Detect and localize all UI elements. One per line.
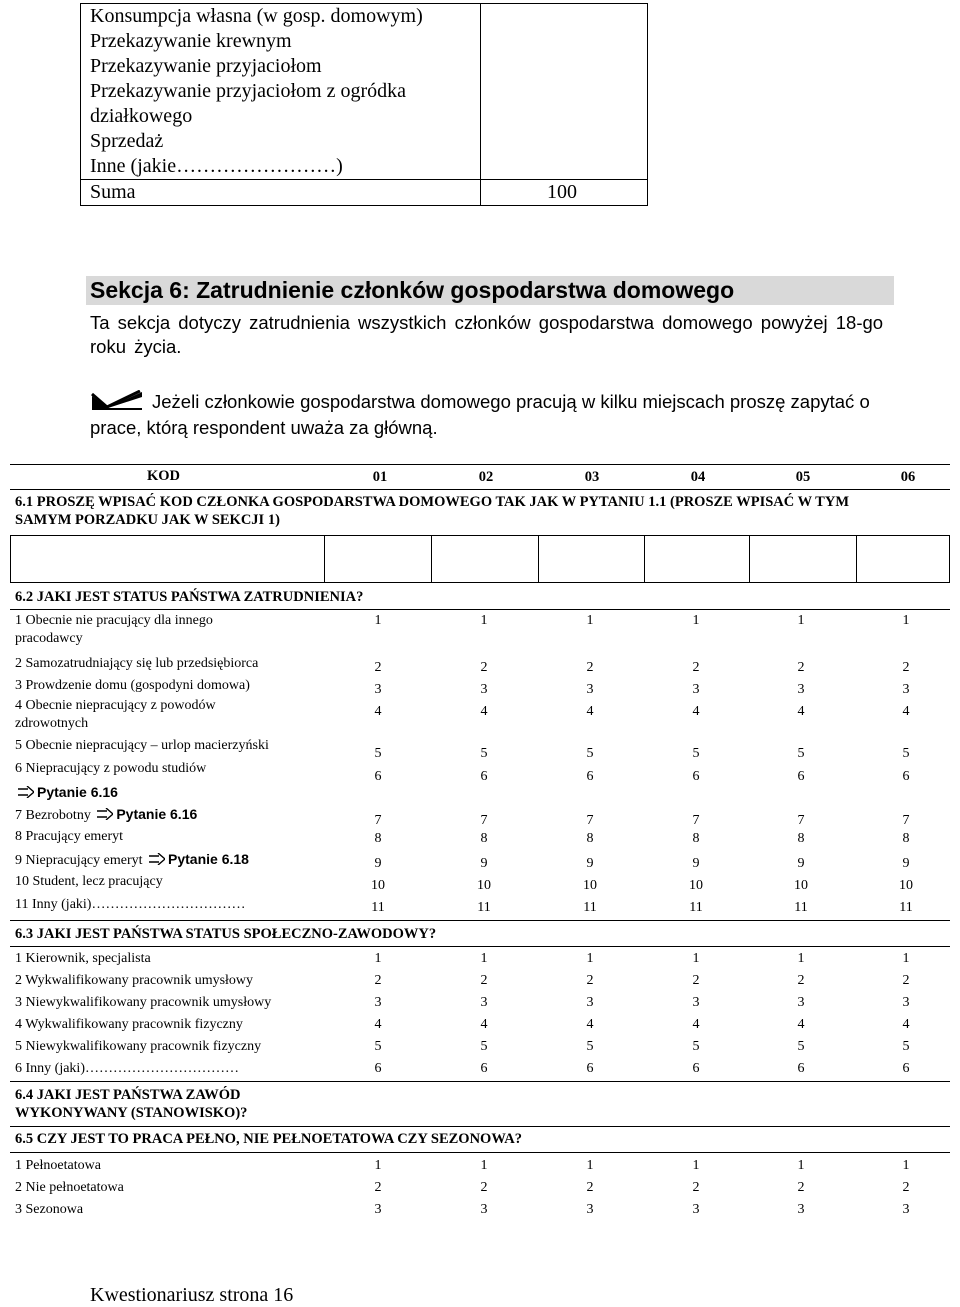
question-6-1-continued: SAMYM PORZADKU JAK W SEKCJI 1)	[15, 512, 280, 528]
answer-code[interactable]: 3	[797, 1202, 805, 1217]
answer-code[interactable]: 6	[692, 1061, 700, 1076]
answer-code[interactable]: 3	[586, 1202, 594, 1217]
section-description: Ta sekcja dotyczy zatrudnienia wszystkich członków gospodarstwa domowego powyżej 18-go roku życia.	[90, 312, 884, 357]
answer-code[interactable]: 1	[797, 951, 805, 966]
answer-code[interactable]: 3	[692, 682, 700, 697]
answer-code[interactable]: 1	[797, 1158, 805, 1173]
socio-status-option: 1 Kierownik, specjalista	[15, 951, 151, 966]
answer-code[interactable]: 2	[586, 973, 594, 988]
answer-code[interactable]: 4	[692, 1017, 700, 1032]
divider	[10, 582, 950, 583]
answer-code[interactable]: 3	[797, 995, 805, 1010]
work-type-option: 1 Pełnoetatowa	[15, 1158, 101, 1173]
socio-status-option: 3 Niewykwalifikowany pracownik umysłowy	[15, 995, 272, 1010]
answer-code[interactable]: 1	[692, 1158, 700, 1173]
answer-code[interactable]: 2	[480, 1180, 488, 1195]
disposal-row-label: Przekazywanie krewnym	[90, 30, 292, 52]
option-label: 1 Obecnie nie pracujący dla innego	[15, 613, 213, 628]
divider	[10, 1126, 950, 1127]
answer-code[interactable]: 3	[374, 995, 382, 1010]
answer-code[interactable]: 2	[586, 1180, 594, 1195]
socio-status-option: 5 Niewykwalifikowany pracownik fizyczny	[15, 1039, 262, 1054]
answer-code[interactable]: 6	[374, 769, 382, 784]
skip-instruction-line	[15, 783, 325, 803]
answer-code[interactable]: 6	[586, 769, 594, 784]
question-6-1: 6.1 PROSZĘ WPISAĆ KOD CZŁONKA GOSPODARSTWA DOMOWEGO TAK JAK W PYTANIU 1.1 (PROSZE WPISAĆ W TYM	[15, 494, 850, 510]
work-type-option: 3 Sezonowa	[15, 1202, 84, 1217]
answer-code[interactable]: 9	[480, 856, 488, 871]
kod-label: KOD	[147, 468, 181, 484]
answer-code[interactable]: 10	[689, 878, 703, 893]
answer-code[interactable]: 4	[586, 704, 594, 719]
option-label: 8 Pracujący emeryt	[15, 829, 124, 844]
answer-code[interactable]: 2	[692, 973, 700, 988]
answer-code[interactable]: 5	[902, 1039, 910, 1054]
column-code: 06	[900, 469, 916, 485]
question-6-4: 6.4 JAKI JEST PAŃSTWA ZAWÓD	[15, 1087, 241, 1103]
answer-code[interactable]: 5	[374, 746, 382, 761]
answer-code[interactable]: 1	[902, 613, 910, 628]
answer-code[interactable]: 8	[586, 831, 594, 846]
divider	[10, 1152, 950, 1153]
option-label: 3 Prowdzenie domu (gospodyni domowa)	[15, 678, 250, 693]
option-label: 9 Niepracujący emeryt Pytanie 6.18	[15, 851, 249, 868]
answer-code[interactable]: 3	[480, 682, 488, 697]
question-6-3: 6.3 JAKI JEST PAŃSTWA STATUS SPOŁECZNO-ZAWODOWY?	[15, 926, 437, 942]
answer-code[interactable]: 9	[586, 856, 594, 871]
answer-code[interactable]: 6	[374, 1061, 382, 1076]
answer-code[interactable]: 3	[692, 1202, 700, 1217]
employment-status-option	[15, 828, 325, 846]
answer-code[interactable]: 3	[902, 682, 910, 697]
answer-code[interactable]: 2	[374, 973, 382, 988]
answer-code[interactable]: 8	[480, 831, 488, 846]
column-code: 04	[690, 469, 706, 485]
answer-code[interactable]: 1	[480, 951, 488, 966]
answer-code[interactable]: 5	[586, 746, 594, 761]
answer-code[interactable]: 5	[692, 1039, 700, 1054]
divider	[10, 920, 950, 921]
option-label: pracodawcy	[15, 631, 83, 646]
answer-code[interactable]: 4	[586, 1017, 594, 1032]
answer-code[interactable]: 5	[586, 1039, 594, 1054]
answer-code[interactable]: 4	[480, 1017, 488, 1032]
answer-code[interactable]: 2	[902, 660, 910, 675]
answer-code[interactable]: 3	[586, 995, 594, 1010]
answer-code[interactable]: 2	[797, 1180, 805, 1195]
member-code-box[interactable]	[10, 535, 324, 582]
checkmark-icon	[90, 390, 144, 410]
answer-code[interactable]: 1	[902, 1158, 910, 1173]
sum-value: 100	[481, 180, 648, 206]
question-6-2: 6.2 JAKI JEST STATUS PAŃSTWA ZATRUDNIENIA?	[15, 589, 364, 605]
option-label: 2 Samozatrudniający się lub przedsiębiorca	[15, 656, 259, 671]
answer-code[interactable]: 8	[902, 831, 910, 846]
answer-code[interactable]: 8	[374, 831, 382, 846]
divider	[10, 609, 950, 610]
answer-code[interactable]: 1	[480, 1158, 488, 1173]
answer-code[interactable]: 7	[797, 813, 805, 828]
answer-code[interactable]: 1	[797, 613, 805, 628]
answer-code[interactable]: 9	[902, 856, 910, 871]
answer-code[interactable]: 3	[374, 1202, 382, 1217]
skip-instruction: Pytanie 6.16	[116, 806, 198, 822]
answer-code[interactable]: 3	[586, 682, 594, 697]
option-label: 11 Inny (jaki)……………………………	[15, 897, 246, 912]
answer-code[interactable]: 6	[797, 769, 805, 784]
answer-code[interactable]: 4	[374, 704, 382, 719]
answer-code[interactable]: 6	[586, 1061, 594, 1076]
answer-code[interactable]: 2	[797, 973, 805, 988]
answer-code[interactable]: 1	[692, 951, 700, 966]
answer-code[interactable]: 9	[797, 856, 805, 871]
disposal-row-label: Konsumpcja własna (w gosp. domowym)	[90, 5, 423, 27]
divider	[10, 1081, 950, 1082]
answer-code[interactable]: 3	[480, 995, 488, 1010]
answer-code[interactable]: 9	[374, 856, 382, 871]
answer-code[interactable]: 4	[797, 704, 805, 719]
answer-code[interactable]: 1	[586, 951, 594, 966]
sum-label: Suma	[81, 180, 481, 206]
answer-code[interactable]: 2	[692, 1180, 700, 1195]
answer-code[interactable]: 2	[902, 1180, 910, 1195]
answer-code[interactable]: 1	[902, 951, 910, 966]
option-label: 7 Bezrobotny Pytanie 6.16	[15, 806, 198, 823]
socio-status-option: 4 Wykwalifikowany pracownik fizyczny	[15, 1017, 243, 1032]
answer-code[interactable]: 7	[902, 813, 910, 828]
answer-code[interactable]: 8	[797, 831, 805, 846]
answer-code[interactable]: 4	[692, 704, 700, 719]
answer-code[interactable]: 1	[586, 613, 594, 628]
answer-code[interactable]: 11	[794, 900, 808, 915]
option-label: 10 Student, lecz pracujący	[15, 874, 163, 889]
employment-status-option	[15, 850, 325, 870]
answer-code[interactable]: 5	[797, 746, 805, 761]
employment-status-option	[15, 760, 325, 803]
answer-code[interactable]: 4	[902, 704, 910, 719]
member-code-box[interactable]	[644, 535, 749, 582]
answer-code[interactable]: 10	[794, 878, 808, 893]
member-code-box[interactable]	[749, 535, 856, 582]
disposal-values-cell[interactable]	[481, 4, 648, 180]
option-label: 4 Obecnie niepracujący z powodów	[15, 698, 216, 713]
employment-status-option	[15, 805, 325, 825]
option-label: 6 Niepracujący z powodu studiów	[15, 761, 207, 776]
answer-code[interactable]: 2	[797, 660, 805, 675]
disposal-row-label: Inne (jakie……………………)	[90, 155, 343, 177]
answer-code[interactable]: 2	[374, 1180, 382, 1195]
answer-code[interactable]: 3	[902, 995, 910, 1010]
answer-code[interactable]: 9	[692, 856, 700, 871]
answer-code[interactable]: 5	[480, 746, 488, 761]
answer-code[interactable]: 2	[374, 660, 382, 675]
answer-code[interactable]: 3	[797, 682, 805, 697]
answer-code[interactable]: 5	[902, 746, 910, 761]
employment-status-option	[15, 677, 325, 695]
divider	[10, 464, 950, 465]
answer-code[interactable]: 7	[480, 813, 488, 828]
arrow-right-icon	[97, 808, 113, 820]
member-code-box[interactable]	[324, 535, 431, 582]
answer-code[interactable]: 2	[480, 973, 488, 988]
option-label: 5 Obecnie niepracujący – urlop macierzyński	[15, 738, 269, 753]
answer-code[interactable]: 3	[692, 995, 700, 1010]
answer-code[interactable]: 7	[586, 813, 594, 828]
skip-instruction: Pytanie 6.16	[37, 784, 118, 800]
answer-code[interactable]: 4	[480, 704, 488, 719]
answer-code[interactable]: 7	[692, 813, 700, 828]
answer-code[interactable]: 11	[583, 900, 597, 915]
question-6-4-continued: WYKONYWANY (STANOWISKO)?	[15, 1105, 248, 1121]
answer-code[interactable]: 6	[480, 769, 488, 784]
answer-code[interactable]: 11	[689, 900, 703, 915]
answer-code[interactable]: 10	[583, 878, 597, 893]
disposal-row-label-continued: działkowego	[90, 105, 193, 127]
disposal-table	[80, 3, 648, 206]
answer-code[interactable]: 3	[902, 1202, 910, 1217]
column-code: 05	[795, 469, 811, 485]
divider	[10, 946, 950, 947]
member-code-box[interactable]	[538, 535, 644, 582]
option-label: zdrowotnych	[15, 716, 89, 731]
disposal-labels-cell	[81, 4, 481, 180]
answer-code[interactable]: 4	[374, 1017, 382, 1032]
column-code: 01	[372, 469, 388, 485]
column-code: 03	[584, 469, 600, 485]
answer-code[interactable]: 6	[797, 1061, 805, 1076]
interviewer-note-text: Jeżeli członkowie gospodarstwa domowego pracują w kilku miejscach proszę zapytać o prace, którą respondent uważa za główną.	[90, 391, 870, 438]
answer-code[interactable]: 5	[480, 1039, 488, 1054]
answer-code[interactable]: 10	[477, 878, 491, 893]
disposal-row-label: Przekazywanie przyjaciołom	[90, 55, 322, 77]
answer-code[interactable]: 10	[371, 878, 385, 893]
answer-code[interactable]: 2	[692, 660, 700, 675]
employment-status-option	[15, 655, 325, 673]
answer-code[interactable]: 6	[902, 769, 910, 784]
answer-code[interactable]: 3	[480, 1202, 488, 1217]
answer-code[interactable]: 1	[480, 613, 488, 628]
question-6-5: 6.5 CZY JEST TO PRACA PEŁNO, NIE PEŁNOETATOWA CZY SEZONOWA?	[15, 1131, 522, 1147]
employment-status-option	[15, 737, 325, 755]
disposal-row-label: Przekazywanie przyjaciołom z ogródka	[90, 80, 406, 102]
page-footer: Kwestionariusz strona 16	[90, 1284, 294, 1306]
answer-code[interactable]: 5	[374, 1039, 382, 1054]
answer-code[interactable]: 10	[899, 878, 913, 893]
work-type-option: 2 Nie pełnoetatowa	[15, 1180, 124, 1195]
socio-status-option: 6 Inny (jaki)……………………………	[15, 1061, 239, 1076]
interviewer-note	[90, 389, 900, 441]
answer-code[interactable]: 6	[480, 1061, 488, 1076]
divider	[10, 489, 950, 490]
answer-code[interactable]: 1	[374, 1158, 382, 1173]
employment-status-option	[15, 697, 325, 733]
employment-status-option	[15, 896, 325, 914]
member-code-box[interactable]	[856, 535, 950, 582]
answer-code[interactable]: 1	[586, 1158, 594, 1173]
answer-code[interactable]: 8	[692, 831, 700, 846]
socio-status-option: 2 Wykwalifikowany pracownik umysłowy	[15, 973, 254, 988]
arrow-right-icon	[149, 853, 165, 865]
answer-code[interactable]: 1	[692, 613, 700, 628]
answer-code[interactable]: 4	[902, 1017, 910, 1032]
skip-instruction: Pytanie 6.18	[168, 851, 249, 867]
answer-code[interactable]: 6	[692, 769, 700, 784]
answer-code[interactable]: 11	[371, 900, 385, 915]
column-code: 02	[478, 469, 494, 485]
disposal-row-label: Sprzedaż	[90, 130, 164, 152]
answer-code[interactable]: 1	[374, 951, 382, 966]
answer-code[interactable]: 3	[374, 682, 382, 697]
answer-code[interactable]: 11	[899, 900, 913, 915]
answer-code[interactable]: 2	[902, 973, 910, 988]
member-code-box[interactable]	[431, 535, 538, 582]
answer-code[interactable]: 5	[797, 1039, 805, 1054]
answer-code[interactable]: 4	[797, 1017, 805, 1032]
section-title: Sekcja 6: Zatrudnienie członków gospodarstwa domowego	[86, 276, 894, 305]
answer-code[interactable]: 7	[374, 813, 382, 828]
answer-code[interactable]: 11	[477, 900, 491, 915]
arrow-right-icon	[18, 786, 34, 798]
employment-status-option	[15, 873, 325, 891]
answer-code[interactable]: 6	[902, 1061, 910, 1076]
answer-code[interactable]: 2	[586, 660, 594, 675]
answer-code[interactable]: 1	[374, 613, 382, 628]
answer-code[interactable]: 5	[692, 746, 700, 761]
employment-status-option	[15, 612, 325, 648]
answer-code[interactable]: 2	[480, 660, 488, 675]
